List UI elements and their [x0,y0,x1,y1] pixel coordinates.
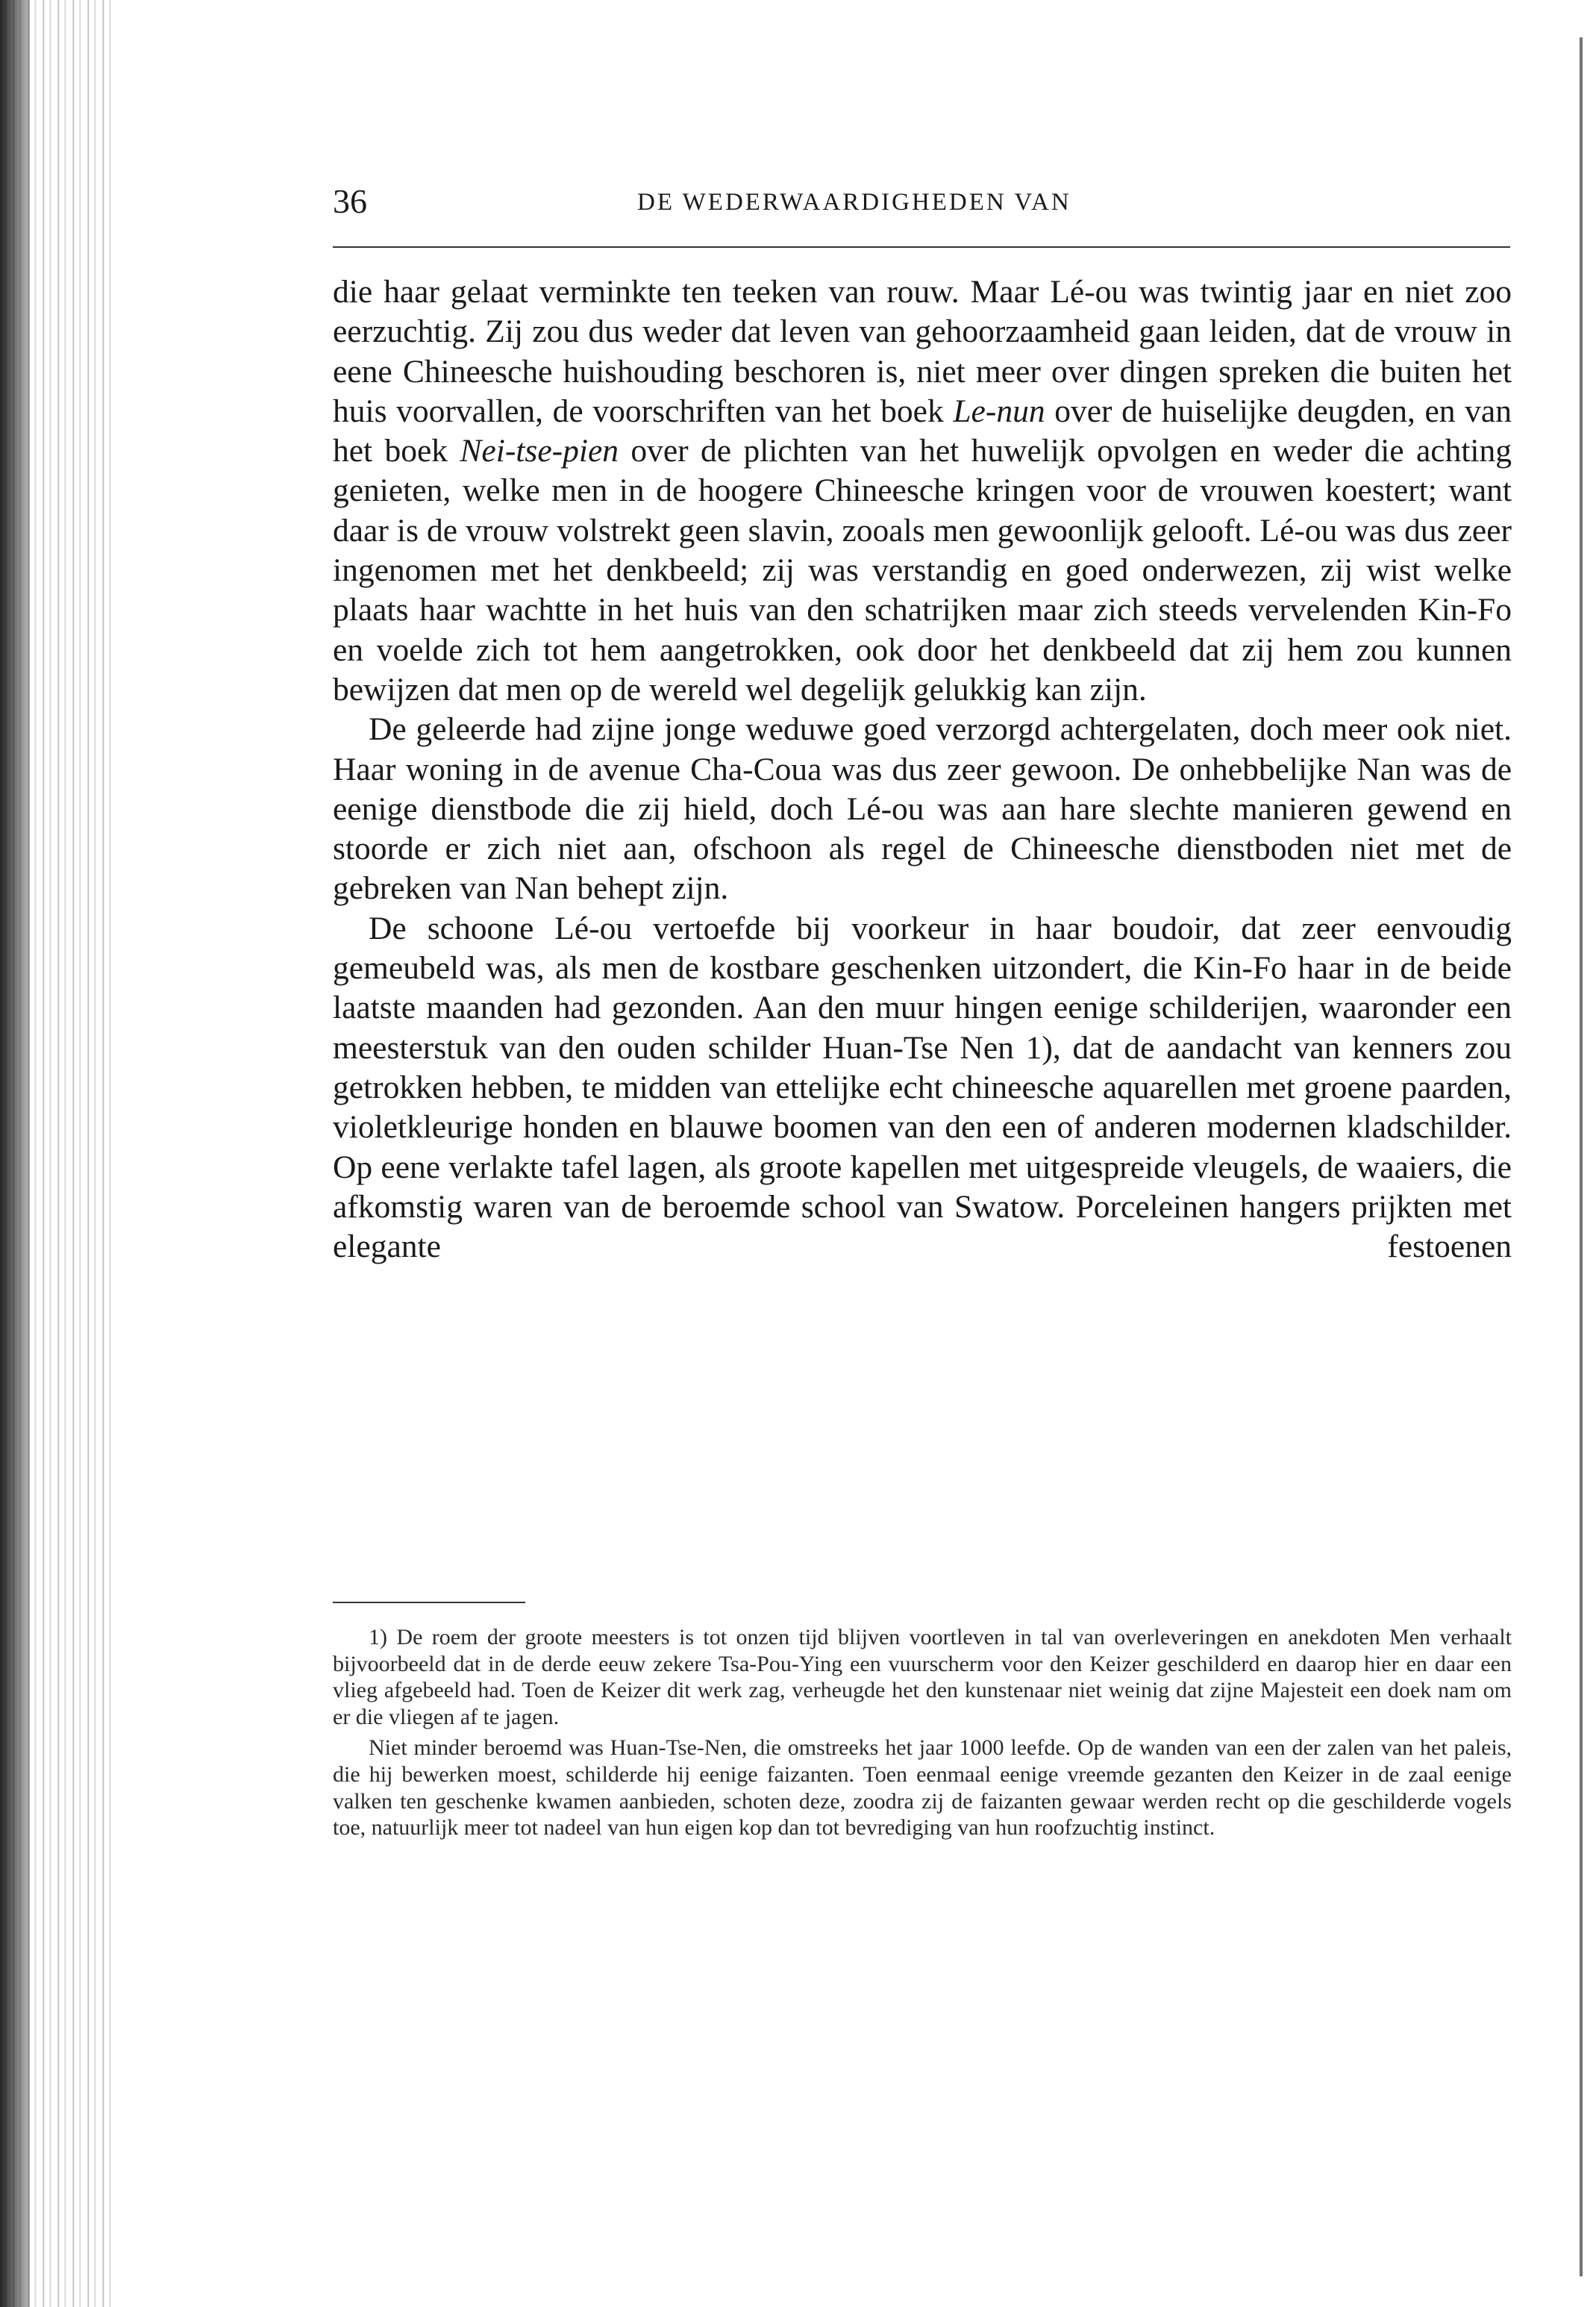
footnotes [333,1624,1512,1846]
paragraph-text: over de plichten van het huwelijk opvolgen en weder die achting genieten, welke men in de hoogere Chineesche kringen voor de vrouwen koestert; want daar is de vrouw volstrekt geen slavin, zooals men gewoonlijk gelooft. Lé-ou was dus zeer ingenomen met het denkbeeld; zij was verstandig en goed onderwezen, zij wist welke plaats haar wachtte in het huis van den schatrijken maar zich steeds vervelenden Kin-Fo en voelde zich tot hem aangetrokken, ook door het denkbeeld dat zij hem zou kunnen bewijzen dat men op de wereld wel degelijk gelukkig kan zijn. [333,433,1512,708]
paragraph-text: De schoone Lé-ou vertoefde bij voorkeur in haar boudoir, dat zeer eenvoudig gemeubeld was, als men de kostbare geschenken uitzondert, die Kin-Fo haar in de beide laatste maanden had gezonden. Aan den muur hingen eenige schilderijen, waaronder een meesterstuk van den ouden schilder Huan-Tse Nen 1), dat de aandacht van kenners zou getrokken hebben, te midden van ettelijke echt chineesche aquarellen met groene paarden, violetkleurige honden en blauwe boomen van den een of anderen modernen kladschilder. Op eene verlakte tafel lagen, als groote kapellen met uitgespreide vleugels, de waaiers, die afkomstig waren van de beroemde school van Swatow. Porceleinen hangers prijkten met elegante festoenen [333,910,1512,1265]
paragraph [333,710,1512,908]
binding-edge-left [0,0,30,2307]
footnote: Niet minder beroemd was Huan-Tse-Nen, die omstreeks het jaar 1000 leefde. Op de wanden van een der zalen van het paleis, die hij bewerken moest, schilderde hij eenige faizanten. Toen eenmaal eenige vreemde gezanten den Keizer in de zaal eenige valken ten geschenke kwamen aanbieden, schoten deze, zoodra zij de faizanten gewaar werden recht op die geschilderde vogels toe, natuurlijk meer tot nadeel van hun eigen kop dan tot bevrediging van hun roofzuchtig instinct. [333,1735,1512,1841]
page-number: 36 [333,182,367,220]
paragraph-text: die haar gelaat verminkte ten teeken van rouw. Maar Lé-ou was twintig jaar en niet zoo eerzuchtig. Zij zou dus weder dat leven van gehoorzaamheid gaan leiden, dat de vrouw in eene Chineesche huishouding beschoren is, niet meer over dingen spreken die buiten het huis voorvallen, de voorschriften van het boek [333,274,1512,429]
book-title: Nei-tse-pien [460,433,619,469]
paragraph [333,909,1512,1267]
body-text [333,272,1512,1267]
footnote-rule [333,1602,525,1603]
binding-edge-right [1580,37,1583,2276]
book-title: Le-nun [953,393,1045,429]
footnote: 1) De roem der groote meesters is tot onzen tijd blijven voortleven in tal van overleveringen en anekdoten Men verhaalt bijvoorbeeld dat in de derde eeuw zekere Tsa-Pou-Ying een vuurscherm voor den Keizer geschilderd en daarop hier en daar een vlieg afgebeeld had. Toen de Keizer dit werk zag, verheugde het den kunstenaar niet weinig dat zijne Majesteit een doek nam om er die vliegen af te jagen. [333,1625,1512,1729]
page-header [333,179,1512,224]
running-title: DE WEDERWAARDIGHEDEN VAN [637,189,1071,216]
paragraph-text: over de huiselijke deugden, en van het boek [333,393,1512,469]
paragraph [333,272,1512,710]
paragraph-text: De geleerde had zijne jonge weduwe goed verzorgd achtergelaten, doch meer ook niet. Haar woning in de avenue Cha-Coua was dus zeer gewoon. De onhebbelijke Nan was de eenige dienstbode die zij hield, doch Lé-ou was aan hare slechte manieren gewend en stoorde er zich niet aan, ofschoon als regel de Chineesche dienstboden niet met de gebreken van Nan behept zijn. [333,711,1512,907]
header-rule [333,246,1510,248]
